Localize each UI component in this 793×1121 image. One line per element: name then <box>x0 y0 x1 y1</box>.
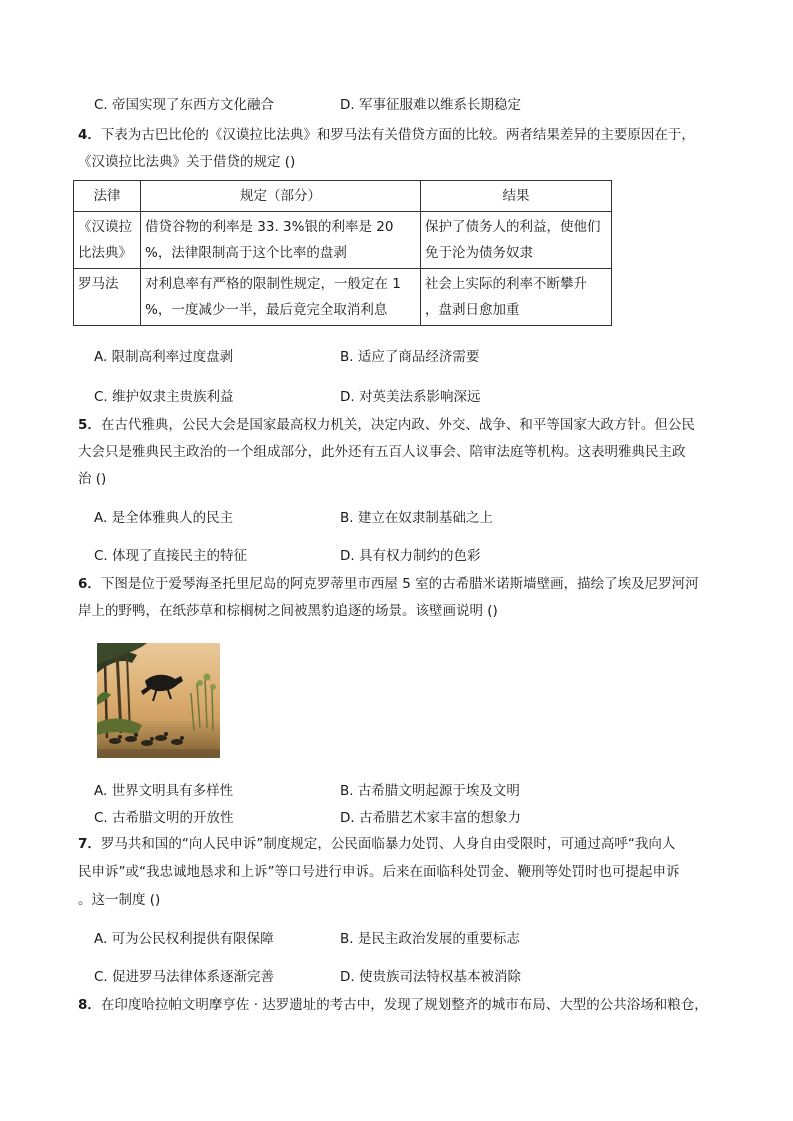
q5-option-d[interactable]: D. 具有权力制约的色彩 <box>340 548 481 564</box>
cell-result: 社会上实际的利率不断攀升 ，盘剥日愈加重 <box>421 269 612 326</box>
q7-stem-line3: 。这一制度 () <box>78 892 161 908</box>
q7-stem-line1: 7．罗马共和国的“向人民申诉”制度规定，公民面临暴力处罚、人身自由受限时，可通过高呼“我向人 <box>78 836 676 852</box>
header-rule: 规定（部分） <box>141 181 421 212</box>
q4-option-c[interactable]: C. 维护奴隶主贵族利益 <box>94 389 234 405</box>
q6-stem-line2: 岸上的野鸭，在纸莎草和棕榈树之间被黑豹追逐的场景。该壁画说明 () <box>78 603 498 619</box>
q8-number: 8． <box>78 997 101 1013</box>
q4-option-b[interactable]: B. 适应了商品经济需要 <box>340 349 480 365</box>
q4-option-a[interactable]: A. 限制高利率过度盘剥 <box>94 349 234 365</box>
q6-number: 6． <box>78 576 101 592</box>
q5-option-b[interactable]: B. 建立在奴隶制基础之上 <box>340 510 493 526</box>
cell-rule: 对利息率有严格的限制性规定，一般定在 1 %，一度减少一半，最后竟完全取消利息 <box>141 269 421 326</box>
cell-rule: 借贷谷物的利率是 33. 3%银的利率是 20 %，法律限制高于这个比率的盘剥 <box>141 212 421 269</box>
table-header-row <box>74 181 612 212</box>
q4-stem-line1: 4．下表为古巴比伦的《汉谟拉比法典》和罗马法有关借贷方面的比较。两者结果差异的主要原因在于， <box>78 127 695 143</box>
q6-option-c[interactable]: C. 古希腊文明的开放性 <box>94 810 234 826</box>
q5-option-c[interactable]: C. 体现了直接民主的特征 <box>94 548 248 564</box>
q7-option-a[interactable]: A. 可为公民权利提供有限保障 <box>94 931 274 947</box>
q3-option-d[interactable]: D. 军事征服难以维系长期稳定 <box>340 97 521 113</box>
q4-option-d[interactable]: D. 对英美法系影响深远 <box>340 389 481 405</box>
q7-option-b[interactable]: B. 是民主政治发展的重要标志 <box>340 931 520 947</box>
q4-stem-line2: 《汉谟拉比法典》关于借贷的规定 () <box>78 154 296 170</box>
q5-stem-line2: 大会只是雅典民主政治的一个组成部分，此外还有五百人议事会、陪审法庭等机构。这表明雅典民主政 <box>78 444 686 460</box>
cell-law: 《汉谟拉 比法典》 <box>74 212 141 269</box>
cell-law: 罗马法 <box>74 269 141 326</box>
q5-number: 5． <box>78 417 101 433</box>
q7-stem-line2: 民申诉”或“我忠诚地恳求和上诉”等口号进行申诉。后来在面临科处罚金、鞭刑等处罚时也可提起申诉 <box>78 864 680 880</box>
q8-stem-line1: 8．在印度哈拉帕文明摩亨佐 · 达罗遗址的考古中，发现了规划整齐的城市布局、大型的公共浴场和粮仓， <box>78 997 708 1013</box>
header-law: 法律 <box>74 181 141 212</box>
table-row <box>74 269 612 326</box>
q6-option-d[interactable]: D. 古希腊艺术家丰富的想象力 <box>340 810 521 826</box>
cell-result: 保护了债务人的利益，使他们 免于沦为债务奴隶 <box>421 212 612 269</box>
q4-number: 4． <box>78 127 101 143</box>
law-comparison-table <box>73 180 612 326</box>
table-row <box>74 212 612 269</box>
q7-number: 7． <box>78 836 101 852</box>
q6-option-b[interactable]: B. 古希腊文明起源于埃及文明 <box>340 783 520 799</box>
q3-option-c[interactable]: C. 帝国实现了东西方文化融合 <box>94 97 275 113</box>
q5-stem-line3: 治 () <box>78 471 107 487</box>
header-result: 结果 <box>421 181 612 212</box>
q6-stem-line1: 6．下图是位于爱琴海圣托里尼岛的阿克罗蒂里市西屋 5 室的古希腊米诺斯墙壁画，描绘了埃及尼罗河河 <box>78 576 699 592</box>
q7-option-c[interactable]: C. 促进罗马法律体系逐渐完善 <box>94 969 275 985</box>
q7-option-d[interactable]: D. 使贵族司法特权基本被消除 <box>340 969 521 985</box>
q5-stem-line1: 5．在古代雅典，公民大会是国家最高权力机关，决定内政、外交、战争、和平等国家大政方针。但公民 <box>78 417 695 433</box>
q5-option-a[interactable]: A. 是全体雅典人的民主 <box>94 510 234 526</box>
fresco-image <box>97 643 220 758</box>
q6-option-a[interactable]: A. 世界文明具有多样性 <box>94 783 234 799</box>
fresco-illustration <box>97 643 220 758</box>
